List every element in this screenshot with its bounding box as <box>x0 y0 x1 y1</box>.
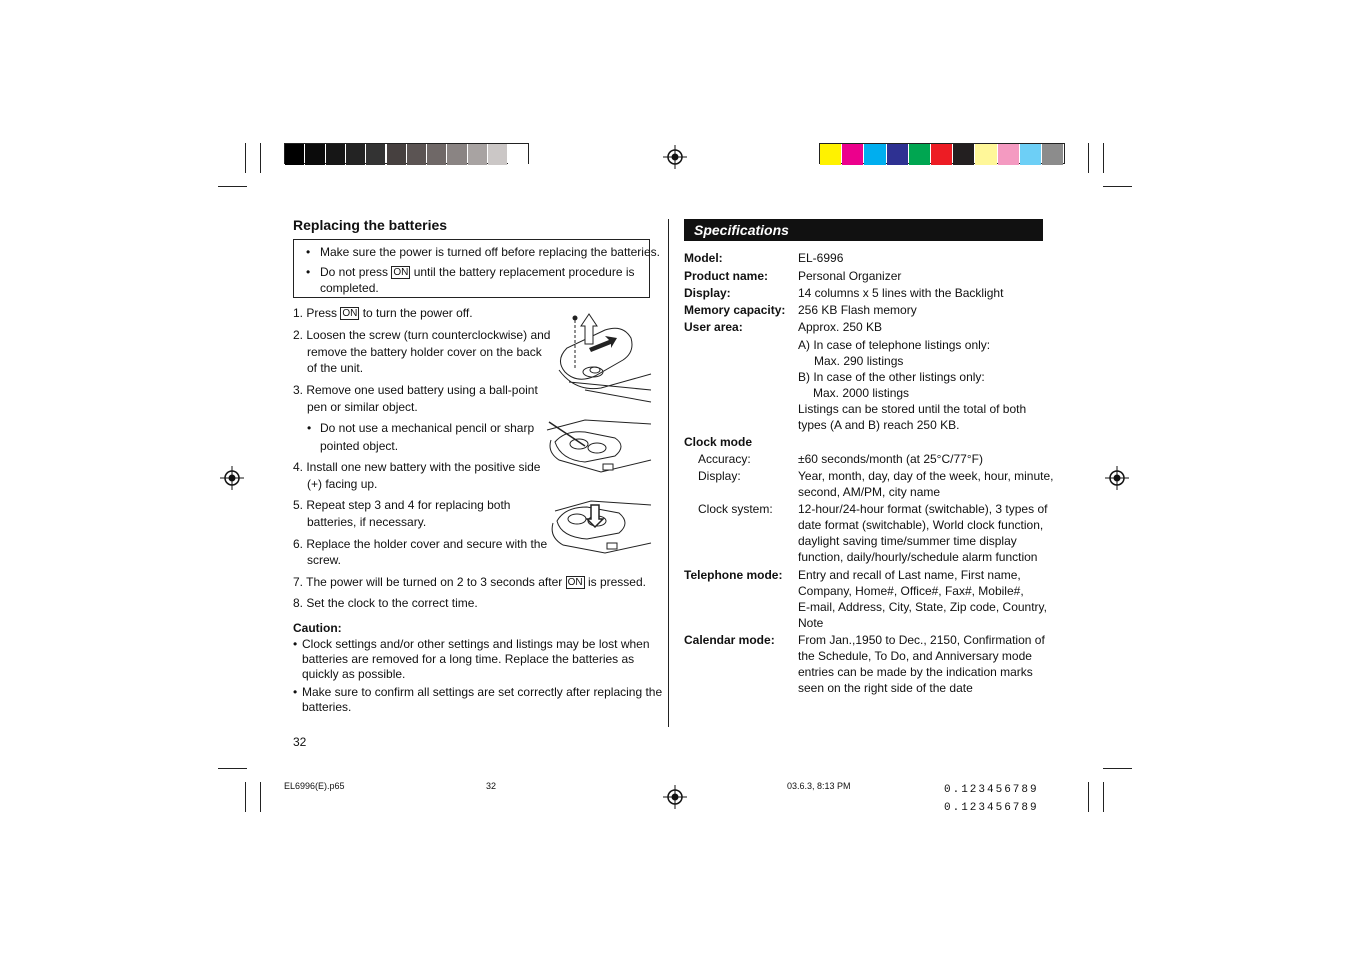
footer-filename: EL6996(E).p65 <box>284 781 345 791</box>
spec-label-telephone: Telephone mode: <box>684 568 783 582</box>
notice-item: Make sure the power is turned off before replacing the batteries. <box>320 245 660 259</box>
spec-label-model: Model: <box>684 251 723 265</box>
on-key-label: ON <box>567 577 583 588</box>
step-2: 2. Loosen the screw (turn counterclockwise) and <box>293 328 551 342</box>
registration-mark-icon <box>220 466 244 490</box>
color-swatch <box>820 144 841 165</box>
color-swatch <box>305 144 324 165</box>
step-8: 8. Set the clock to the correct time. <box>293 596 478 610</box>
footer-digits: 0.123456789 <box>944 784 1039 796</box>
step-6-cont: screw. <box>307 553 342 567</box>
crop-mark <box>245 143 246 173</box>
step-5-cont: batteries, if necessary. <box>307 515 427 529</box>
crop-mark <box>245 782 246 812</box>
spec-label-memory: Memory capacity: <box>684 303 786 317</box>
battery-cover-removal-illustration <box>545 312 653 404</box>
color-swatch <box>488 144 507 165</box>
color-swatch <box>508 144 527 165</box>
crop-mark <box>218 768 247 769</box>
spec-value-telephone: Entry and recall of Last name, First name, Company, Home#, Office#, Fax#, Mobile#, E-mail, Address, City, State, Zip code, Country, Note <box>798 568 1047 630</box>
crop-mark <box>1103 186 1132 187</box>
notice-item: Do not press ON until the battery replacement procedure is <box>320 265 635 279</box>
step-3-note: Do not use a mechanical pencil or sharp <box>320 421 535 435</box>
caution-bullet: • <box>293 637 298 651</box>
step-4: 4. Install one new battery with the positive side <box>293 460 541 474</box>
color-swatch <box>285 144 304 165</box>
color-calibration-bar <box>819 143 1065 164</box>
step-6: 6. Replace the holder cover and secure with the <box>293 537 548 551</box>
footer-datetime: 03.6.3, 8:13 PM <box>787 781 851 791</box>
on-key-label: ON <box>342 308 358 319</box>
caution-item-cont: quickly as possible. <box>302 667 406 681</box>
crop-mark <box>1103 782 1104 812</box>
step-2-cont: of the unit. <box>307 361 364 375</box>
grayscale-color-bar <box>284 143 529 164</box>
spec-value-calendar: From Jan.,1950 to Dec., 2150, Confirmation of the Schedule, To Do, and Anniversary mode entries can be made by the indication marks seen on the right side of the date <box>798 633 1045 695</box>
registration-mark-icon <box>663 785 687 809</box>
spec-value-user-area: Approx. 250 KB A) In case of telephone listings only: Max. 290 listings B) In case of the other listings only: Max. 2000 listings Listings can be stored until the total of both types (A and B) reach 250 KB. <box>798 320 1027 432</box>
color-swatch <box>366 144 385 165</box>
step-7: 7. The power will be turned on 2 to 3 seconds after ON is pressed. <box>293 575 646 589</box>
battery-removal-illustration <box>545 418 653 476</box>
notice-bullet: • <box>306 265 311 279</box>
column-divider <box>668 219 669 727</box>
caution-item: Clock settings and/or other settings and listings may be lost when <box>302 637 650 651</box>
specifications-header-bar <box>684 219 1043 241</box>
spec-label-accuracy: Accuracy: <box>698 452 751 466</box>
spec-label-clock-system: Clock system: <box>698 502 773 516</box>
caution-item-cont: batteries. <box>302 700 352 714</box>
step-2-cont: remove the battery holder cover on the back <box>307 345 542 359</box>
color-swatch <box>931 144 952 165</box>
section-title: Replacing the batteries <box>293 217 448 233</box>
color-swatch <box>447 144 466 165</box>
spec-label-clock-display: Display: <box>698 469 741 483</box>
step-3-cont: pen or similar object. <box>307 400 418 414</box>
color-swatch <box>975 144 996 165</box>
crop-mark <box>1103 143 1104 173</box>
color-swatch <box>468 144 487 165</box>
spec-value-clock-display: Year, month, day, day of the week, hour, minute, second, AM/PM, city name <box>798 469 1054 499</box>
color-swatch <box>864 144 885 165</box>
color-swatch <box>909 144 930 165</box>
spec-label-product: Product name: <box>684 269 769 283</box>
color-swatch <box>842 144 863 165</box>
color-swatch <box>387 144 406 165</box>
on-key-label: ON <box>393 267 409 278</box>
spec-value-clock-system: 12-hour/24-hour format (switchable), 3 types of date format (switchable), World clock function, daylight saving time/summer time display function, daily/hourly/schedule alarm function <box>798 502 1048 564</box>
notice-item-cont: completed. <box>320 281 379 295</box>
caution-item: Make sure to confirm all settings are set correctly after replacing the <box>302 685 663 699</box>
step-3-bullet: • <box>307 421 312 435</box>
spec-label-user-area: User area: <box>684 320 743 334</box>
spec-label-clock-mode: Clock mode <box>684 435 753 449</box>
footer-page: 32 <box>486 781 497 791</box>
spec-value-product: Personal Organizer <box>798 269 902 283</box>
color-swatch <box>346 144 365 165</box>
color-swatch <box>1020 144 1041 165</box>
spec-label-display: Display: <box>684 286 731 300</box>
step-3-note: pointed object. <box>320 439 399 453</box>
color-swatch <box>427 144 446 165</box>
crop-mark <box>260 143 261 173</box>
registration-mark-icon <box>663 145 687 169</box>
notice-box <box>293 239 660 298</box>
caution-bullet: • <box>293 685 298 699</box>
caution-title: Caution: <box>293 621 342 635</box>
caution-item-cont: batteries are removed for a long time. Replace the batteries as <box>302 652 635 666</box>
step-1: 1. Press ON to turn the power off. <box>293 306 473 320</box>
color-swatch <box>407 144 426 165</box>
crop-mark <box>218 186 247 187</box>
step-3: 3. Remove one used battery using a ball-point <box>293 383 538 397</box>
crop-mark <box>260 782 261 812</box>
spec-label-calendar: Calendar mode: <box>684 633 775 647</box>
page-number: 32 <box>293 735 307 749</box>
spec-value-model: EL-6996 <box>798 251 844 265</box>
color-swatch <box>998 144 1019 165</box>
footer-digits: 0.123456789 <box>944 802 1039 814</box>
spec-value-accuracy: ±60 seconds/month (at 25°C/77°F) <box>798 452 983 466</box>
battery-install-illustration <box>545 493 653 555</box>
registration-mark-icon <box>1105 466 1129 490</box>
crop-mark <box>1088 782 1089 812</box>
color-swatch <box>887 144 908 165</box>
notice-bullet: • <box>306 245 311 259</box>
color-swatch <box>326 144 345 165</box>
crop-mark <box>1103 768 1132 769</box>
color-swatch <box>1042 144 1063 165</box>
spec-value-memory: 256 KB Flash memory <box>798 303 917 317</box>
step-4-cont: (+) facing up. <box>307 477 378 491</box>
spec-value-display: 14 columns x 5 lines with the Backlight <box>798 286 1004 300</box>
color-swatch <box>953 144 974 165</box>
specifications-header: Specifications <box>694 222 789 238</box>
step-5: 5. Repeat step 3 and 4 for replacing both <box>293 498 511 512</box>
crop-mark <box>1088 143 1089 173</box>
